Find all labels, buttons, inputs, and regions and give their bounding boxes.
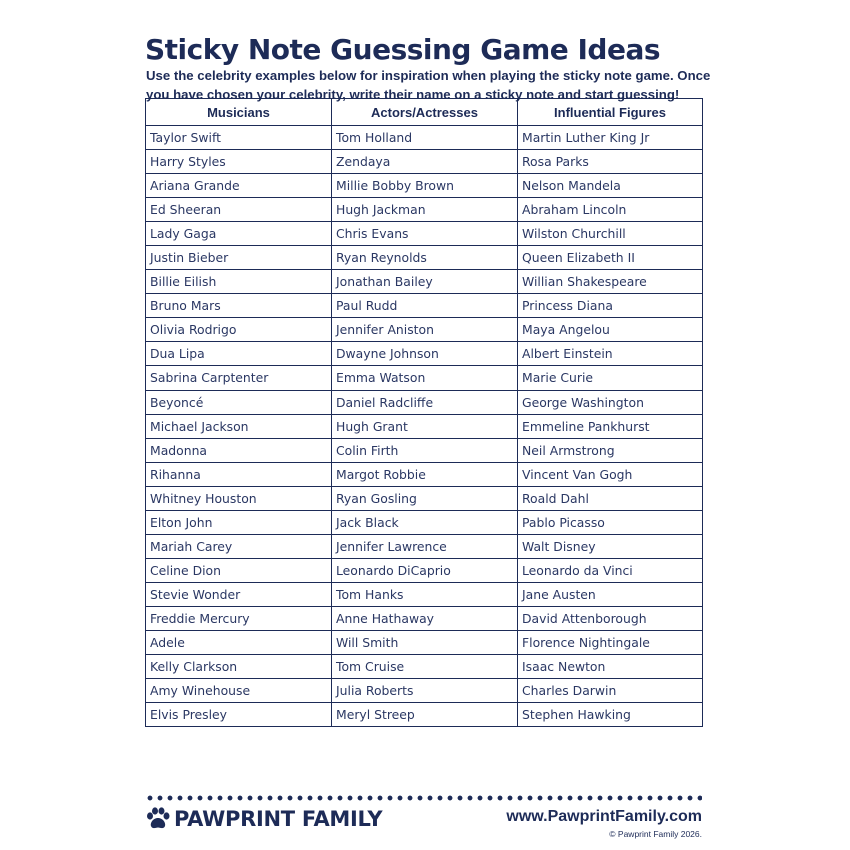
musician-cell: Freddie Mercury	[146, 606, 332, 630]
actor-cell: Colin Firth	[332, 438, 518, 462]
table-row	[146, 294, 703, 318]
musician-cell: Celine Dion	[146, 558, 332, 582]
intro-text: Use the celebrity examples below for inspiration when playing the sticky note game. Once you have chosen your celebrity, write their name on a sticky note and start guessing!	[146, 68, 711, 103]
table-row	[146, 486, 703, 510]
actor-cell: Tom Hanks	[332, 582, 518, 606]
brand-name: PAWPRINT FAMILY	[174, 807, 383, 831]
table-row	[146, 462, 703, 486]
actor-cell: Jack Black	[332, 510, 518, 534]
influential-figure-cell: Pablo Picasso	[518, 510, 703, 534]
influential-figure-cell: Rosa Parks	[518, 150, 703, 174]
musician-cell: Mariah Carey	[146, 534, 332, 558]
influential-figure-cell: Maya Angelou	[518, 318, 703, 342]
influential-figure-cell: Emmeline Pankhurst	[518, 414, 703, 438]
actor-cell: Leonardo DiCaprio	[332, 558, 518, 582]
table-row	[146, 150, 703, 174]
table-row	[146, 534, 703, 558]
actor-cell: Anne Hathaway	[332, 606, 518, 630]
influential-figure-cell: Wilston Churchill	[518, 222, 703, 246]
musician-cell: Elvis Presley	[146, 703, 332, 727]
musician-cell: Ed Sheeran	[146, 198, 332, 222]
table-row	[146, 679, 703, 703]
page-title: Sticky Note Guessing Game Ideas	[145, 32, 661, 66]
actor-cell: Margot Robbie	[332, 462, 518, 486]
influential-figure-cell: Isaac Newton	[518, 655, 703, 679]
musician-cell: Elton John	[146, 510, 332, 534]
column-header-musicians: Musicians	[146, 99, 332, 126]
musician-cell: Billie Eilish	[146, 270, 332, 294]
table-row	[146, 366, 703, 390]
actor-cell: Tom Holland	[332, 126, 518, 150]
musician-cell: Michael Jackson	[146, 414, 332, 438]
table-row	[146, 655, 703, 679]
celebrity-table	[145, 98, 703, 727]
influential-figure-cell: Vincent Van Gogh	[518, 462, 703, 486]
influential-figure-cell: Albert Einstein	[518, 342, 703, 366]
actor-cell: Meryl Streep	[332, 703, 518, 727]
influential-figure-cell: Princess Diana	[518, 294, 703, 318]
actor-cell: Chris Evans	[332, 222, 518, 246]
influential-figure-cell: George Washington	[518, 390, 703, 414]
musician-cell: Justin Bieber	[146, 246, 332, 270]
musician-cell: Harry Styles	[146, 150, 332, 174]
actor-cell: Paul Rudd	[332, 294, 518, 318]
table-body	[146, 126, 703, 727]
column-header-influential-figures: Influential Figures	[518, 99, 703, 126]
table-row	[146, 582, 703, 606]
influential-figure-cell: David Attenborough	[518, 606, 703, 630]
musician-cell: Madonna	[146, 438, 332, 462]
table-row	[146, 606, 703, 630]
musician-cell: Adele	[146, 630, 332, 654]
musician-cell: Sabrina Carptenter	[146, 366, 332, 390]
influential-figure-cell: Jane Austen	[518, 582, 703, 606]
actor-cell: Will Smith	[332, 630, 518, 654]
table-row	[146, 270, 703, 294]
actor-cell: Daniel Radcliffe	[332, 390, 518, 414]
influential-figure-cell: Leonardo da Vinci	[518, 558, 703, 582]
actor-cell: Dwayne Johnson	[332, 342, 518, 366]
table-row	[146, 198, 703, 222]
actor-cell: Jennifer Lawrence	[332, 534, 518, 558]
influential-figure-cell: Abraham Lincoln	[518, 198, 703, 222]
musician-cell: Stevie Wonder	[146, 582, 332, 606]
influential-figure-cell: Walt Disney	[518, 534, 703, 558]
influential-figure-cell: Nelson Mandela	[518, 174, 703, 198]
musician-cell: Dua Lipa	[146, 342, 332, 366]
table-row	[146, 342, 703, 366]
column-header-actors: Actors/Actresses	[332, 99, 518, 126]
table-row	[146, 414, 703, 438]
actor-cell: Julia Roberts	[332, 679, 518, 703]
musician-cell: Olivia Rodrigo	[146, 318, 332, 342]
table-row	[146, 174, 703, 198]
actor-cell: Hugh Grant	[332, 414, 518, 438]
table-row	[146, 558, 703, 582]
table-header-row	[146, 99, 703, 126]
table-row	[146, 510, 703, 534]
table-row	[146, 630, 703, 654]
musician-cell: Amy Winehouse	[146, 679, 332, 703]
influential-figure-cell: Charles Darwin	[518, 679, 703, 703]
actor-cell: Emma Watson	[332, 366, 518, 390]
influential-figure-cell: Stephen Hawking	[518, 703, 703, 727]
actor-cell: Millie Bobby Brown	[332, 174, 518, 198]
musician-cell: Taylor Swift	[146, 126, 332, 150]
paw-icon	[145, 807, 171, 831]
actor-cell: Jennifer Aniston	[332, 318, 518, 342]
actor-cell: Hugh Jackman	[332, 198, 518, 222]
table-row	[146, 390, 703, 414]
influential-figure-cell: Willian Shakespeare	[518, 270, 703, 294]
musician-cell: Bruno Mars	[146, 294, 332, 318]
influential-figure-cell: Neil Armstrong	[518, 438, 703, 462]
brand-logo	[145, 806, 382, 832]
table-row	[146, 318, 703, 342]
actor-cell: Jonathan Bailey	[332, 270, 518, 294]
actor-cell: Ryan Gosling	[332, 486, 518, 510]
influential-figure-cell: Martin Luther King Jr	[518, 126, 703, 150]
musician-cell: Ariana Grande	[146, 174, 332, 198]
actor-cell: Zendaya	[332, 150, 518, 174]
musician-cell: Kelly Clarkson	[146, 655, 332, 679]
table-row	[146, 222, 703, 246]
table-row	[146, 126, 703, 150]
musician-cell: Lady Gaga	[146, 222, 332, 246]
influential-figure-cell: Queen Elizabeth II	[518, 246, 703, 270]
musician-cell: Whitney Houston	[146, 486, 332, 510]
table-row	[146, 246, 703, 270]
musician-cell: Rihanna	[146, 462, 332, 486]
website-url: www.PawprintFamily.com	[506, 808, 702, 825]
influential-figure-cell: Roald Dahl	[518, 486, 703, 510]
copyright-notice: © Pawprint Family 2026.	[609, 829, 702, 839]
actor-cell: Ryan Reynolds	[332, 246, 518, 270]
influential-figure-cell: Florence Nightingale	[518, 630, 703, 654]
table-row	[146, 703, 703, 727]
influential-figure-cell: Marie Curie	[518, 366, 703, 390]
musician-cell: Beyoncé	[146, 390, 332, 414]
dotted-divider	[145, 795, 702, 801]
table-row	[146, 438, 703, 462]
actor-cell: Tom Cruise	[332, 655, 518, 679]
